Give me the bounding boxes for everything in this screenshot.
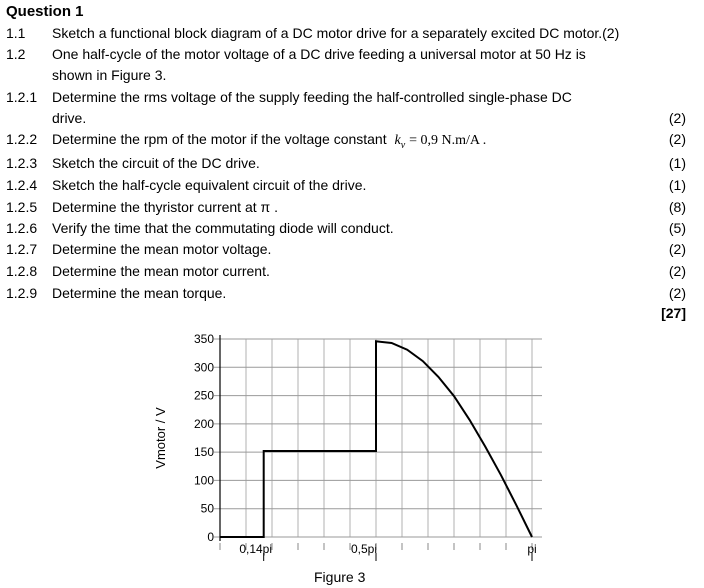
kv-subscript: v	[400, 139, 406, 151]
y-tick-label: 250	[193, 388, 214, 403]
y-tick-label: 350	[193, 332, 214, 346]
item-number: 1.2.6	[6, 220, 38, 236]
item-text: Sketch the circuit of the DC drive.	[52, 155, 260, 171]
x-tick-label: 0,5pi	[350, 542, 378, 556]
y-tick-label: 200	[193, 416, 214, 431]
item-number: 1.1	[6, 25, 26, 41]
item-text: Determine the mean motor current.	[52, 263, 270, 279]
question-title: Question 1	[6, 3, 84, 20]
y-tick-label: 100	[193, 473, 214, 488]
y-tick-label: 150	[193, 445, 214, 460]
total-marks: [27]	[661, 305, 686, 321]
item-text: One half-cycle of the motor voltage of a DC drive feeding a universal motor at 50 Hz is	[52, 46, 586, 62]
figure-caption: Figure 3	[314, 569, 366, 585]
item-number: 1.2.7	[6, 241, 38, 257]
y-axis-label: Vmotor / V	[153, 407, 168, 469]
item-text: Sketch a functional block diagram of a DC motor drive for a separately excited DC motor.(2)	[52, 25, 620, 41]
item-number: 1.2	[6, 46, 26, 62]
x-tick-label: pi	[527, 542, 537, 556]
x-tick-label: 0,14pi	[239, 542, 273, 556]
y-tick-label: 50	[200, 501, 214, 516]
item-text: shown in Figure 3.	[52, 67, 167, 83]
item-text: drive.	[52, 110, 87, 126]
y-tick-label: 0	[207, 530, 214, 544]
item-text: Determine the mean torque.	[52, 285, 227, 301]
mark: (1)	[668, 155, 686, 171]
item-number: 1.2.3	[6, 155, 38, 171]
item-number: 1.2.4	[6, 177, 38, 193]
mark: (8)	[668, 199, 686, 215]
mark: (2)	[668, 285, 686, 301]
item-number: 1.2.8	[6, 263, 38, 279]
mark: (2)	[668, 110, 686, 126]
mark: (2)	[668, 131, 686, 147]
kv-symbol: k	[394, 133, 401, 148]
item-number: 1.2.5	[6, 199, 38, 215]
item-number: 1.2.2	[6, 131, 38, 147]
item-text: Determine the thyristor current at π .	[52, 199, 278, 215]
y-tick-label: 300	[193, 360, 214, 375]
item-text: Determine the mean motor voltage.	[52, 241, 272, 257]
item-text: Sketch the half-cycle equivalent circuit of the drive.	[52, 177, 367, 193]
item-number: 1.2.1	[6, 89, 38, 105]
item-number: 1.2.9	[6, 285, 38, 301]
item-text: Verify the time that the commutating diode will conduct.	[52, 220, 394, 236]
mark: (1)	[668, 177, 686, 193]
mark: (2)	[668, 263, 686, 279]
mark: (5)	[668, 220, 686, 236]
kv-value: = 0,9 N.m/A .	[409, 133, 487, 148]
item-text: Determine the rpm of the motor if the voltage constant	[52, 131, 387, 147]
item-text: Determine the rms voltage of the supply feeding the half-controlled single-phase DC	[52, 89, 572, 105]
mark: (2)	[668, 241, 686, 257]
